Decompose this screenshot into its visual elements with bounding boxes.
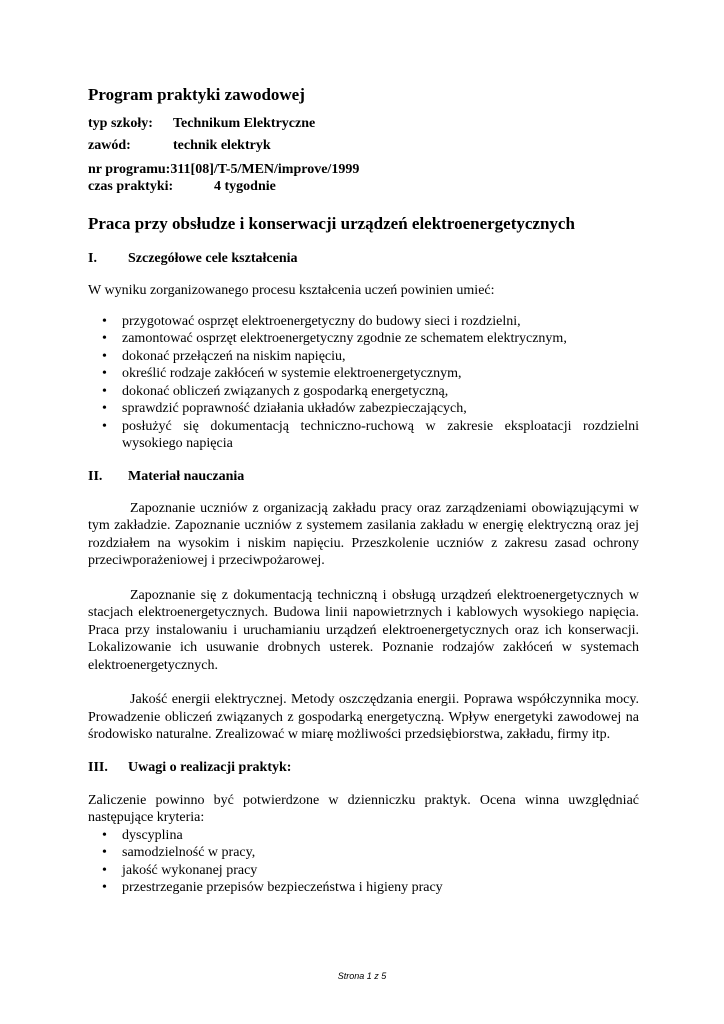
section-heading <box>88 759 639 777</box>
bullet-icon: • <box>102 862 107 878</box>
bullet-icon: • <box>102 366 107 381</box>
bullet-icon: • <box>102 348 107 364</box>
program-number-row <box>88 161 639 178</box>
paragraph: Zapoznanie uczniów z organizacją zakładu pracy oraz zarządzeniami obowiązującymi w tym zakładzie. Zapoznanie uczniów z systemem zasilania zakładu w energię elektryczną oraz jej rozdziałem na wysokim i niskim napięciu. Przeszkolenie uczniów z zakresu zasad ochrony przeciwporażeniowej i przeciwpożarowej. <box>88 500 639 568</box>
section-title: Uwagi o realizacji praktyk: <box>128 759 292 775</box>
duration-row <box>88 178 639 195</box>
duration-label: czas praktyki: <box>88 179 174 194</box>
program-number: nr programu:311[08]/T-5/MEN/improve/1999 <box>88 162 360 177</box>
list-item: • samodzielność w pracy, <box>102 845 256 860</box>
bullet-icon: • <box>102 401 107 416</box>
section-heading <box>88 468 639 486</box>
program-metadata <box>88 113 639 195</box>
list-item: • określić rodzaje zakłóceń w systemie elektroenergetycznym, <box>102 366 462 381</box>
profession-row <box>88 135 639 157</box>
document-subtitle: Praca przy obsłudze i konserwacji urządzeń elektroenergetycznych <box>88 214 575 233</box>
duration-value: 4 tygodnie <box>214 179 276 194</box>
section-number: III. <box>88 759 108 775</box>
goals-list <box>88 313 639 453</box>
list-item: • dyscyplina <box>102 827 183 843</box>
section-intro: W wyniku zorganizowanego procesu kształcenia uczeń powinien umieć: <box>88 283 495 298</box>
list-item: • jakość wykonanej pracy <box>102 862 258 878</box>
document-page <box>88 84 639 897</box>
school-type-value: Technikum Elektryczne <box>173 116 316 131</box>
section-intro: Zaliczenie powinno być potwierdzone w dzienniczku praktyk. Ocena winna uwzględniać następujące kryteria: <box>88 792 639 825</box>
document-title: Program praktyki zawodowej <box>88 85 305 104</box>
section-title: Szczegółowe cele kształcenia <box>128 251 298 266</box>
list-item: • zamontować osprzęt elektroenergetyczny zgodnie ze schematem elektrycznym, <box>102 331 567 346</box>
paragraph: Zapoznanie się z dokumentacją techniczną i obsługą urządzeń elektroenergetycznych w stacjach elektroenergetycznych. Budowa linii napowietrznych i kablowych wysokiego napięcia. Praca przy instalowaniu i uruchamianiu urządzeń elektroenergetycznych oraz ich konserwacji. Lokalizowanie ich usuwanie drobnych usterek. Poznanie rodzajów zakłóceń w systemach elektroenergetycznych. <box>88 587 639 673</box>
section-title: Materiał nauczania <box>128 468 245 484</box>
list-item: • posłużyć się dokumentacją techniczno-ruchową w zakresie eksploatacji rozdzielni wysokiego napięcia <box>102 418 639 451</box>
list-item: • przygotować osprzęt elektroenergetyczny do budowy sieci i rozdzielni, <box>102 313 521 329</box>
school-type-row <box>88 113 639 135</box>
list-item: • sprawdzić poprawność działania układów zabezpieczających, <box>102 401 467 416</box>
bullet-icon: • <box>102 880 107 895</box>
bullet-icon: • <box>102 827 107 843</box>
section-number: I. <box>88 251 97 266</box>
school-type-label: typ szkoły: <box>88 116 153 131</box>
page-number-footer: Strona 1 z 5 <box>337 971 387 981</box>
section-number: II. <box>88 468 103 484</box>
bullet-icon: • <box>102 418 107 434</box>
section-heading <box>88 250 639 268</box>
bullet-icon: • <box>102 845 107 860</box>
profession-value: technik elektryk <box>173 138 271 153</box>
bullet-icon: • <box>102 383 107 399</box>
bullet-icon: • <box>102 331 107 346</box>
paragraph: Jakość energii elektrycznej. Metody oszczędzania energii. Poprawa współczynnika mocy. Prowadzenie obliczeń związanych z gospodarką energetyczną. Wpływ energetyki zawodowej na środowisko naturalne. Zrealizować w miarę możliwości przedsiębiorstwa, zakładu, firmy itp. <box>88 692 639 742</box>
criteria-list <box>88 827 639 897</box>
list-item: • dokonać przełączeń na niskim napięciu, <box>102 348 346 364</box>
bullet-icon: • <box>102 313 107 329</box>
list-item: • dokonać obliczeń związanych z gospodarką energetyczną, <box>102 383 449 399</box>
list-item: • przestrzeganie przepisów bezpieczeństwa i higieny pracy <box>102 880 443 895</box>
profession-label: zawód: <box>88 138 131 153</box>
